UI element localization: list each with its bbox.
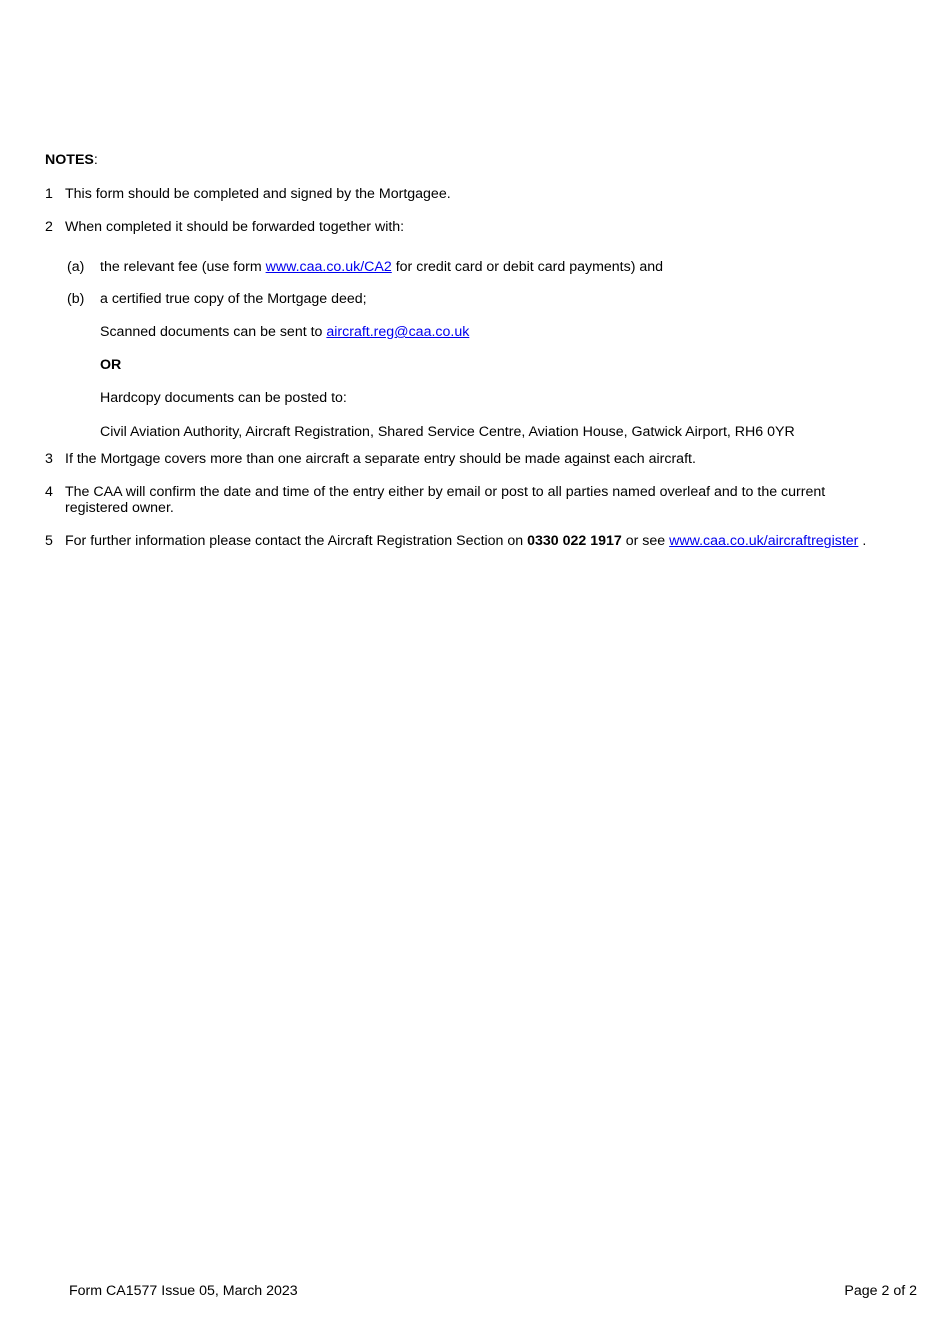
note-5-text-before: For further information please contact the Aircraft Registration Section on [65, 533, 528, 549]
sub-b-label: (b) [67, 291, 85, 307]
note-5-text-after: . [858, 533, 867, 549]
aircraft-register-link[interactable]: www.caa.co.uk/aircraftregister [669, 533, 859, 549]
notes-heading-colon: : [93, 152, 98, 168]
scanned-documents-text [100, 324, 469, 341]
note-2-text: When completed it should be forwarded together with: [65, 219, 405, 235]
note-1-text: This form should be completed and signed by the Mortgagee. [65, 186, 451, 202]
footer-page-number: Page 2 of 2 [844, 1283, 917, 1299]
postal-address: Civil Aviation Authority, Aircraft Registration, Shared Service Centre, Aviation House, Gatwick Airport, RH6 0YR [100, 424, 795, 440]
email-link[interactable]: aircraft.reg@caa.co.uk [326, 324, 470, 340]
hardcopy-text: Hardcopy documents can be posted to: [100, 390, 347, 406]
note-5-number: 5 [45, 533, 53, 549]
phone-number: 0330 022 1917 [527, 533, 622, 549]
note-2-number: 2 [45, 219, 53, 235]
note-4-line-2: registered owner. [65, 500, 174, 516]
or-separator: OR [100, 357, 122, 373]
note-5-text-middle: or see [621, 533, 670, 549]
sub-a-text [100, 259, 663, 276]
sub-a-text-after: for credit card or debit card payments) and [391, 259, 664, 275]
note-3-text: If the Mortgage covers more than one aircraft a separate entry should be made against each aircraft. [65, 451, 696, 467]
footer-form-id: Form CA1577 Issue 05, March 2023 [69, 1283, 298, 1299]
sub-b-text: a certified true copy of the Mortgage deed; [100, 291, 367, 307]
note-3-number: 3 [45, 451, 53, 467]
scanned-text-before: Scanned documents can be sent to [100, 324, 327, 340]
note-4-line-1: The CAA will confirm the date and time of the entry either by email or post to all parties named overleaf and to the current [65, 484, 826, 500]
sub-a-label: (a) [67, 259, 85, 275]
sub-a-text-before: the relevant fee (use form [100, 259, 266, 275]
note-4-number: 4 [45, 484, 53, 500]
ca2-form-link[interactable]: www.caa.co.uk/CA2 [265, 259, 392, 275]
notes-heading-text: NOTES [45, 152, 94, 168]
notes-heading [45, 152, 98, 169]
note-1-number: 1 [45, 186, 53, 202]
note-5-text [65, 533, 866, 550]
